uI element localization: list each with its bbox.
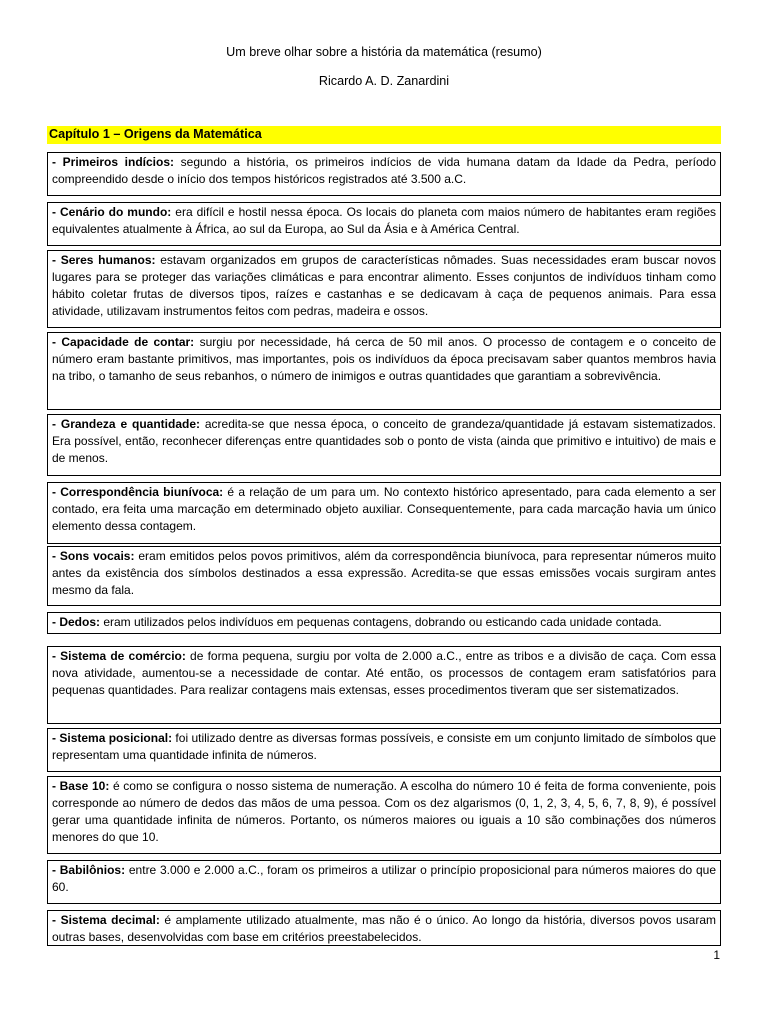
entry-term: - Capacidade de contar: [52,335,195,349]
entry-grandeza-e-quantidade [47,414,721,476]
entry-sons-vocais [47,546,721,606]
entry-text: estavam organizados em grupos de características nômades. Suas necessidades eram buscar novos lugares para se proteger das variações climáticas e para encontrar alimento. Esses conjuntos de indivíduos tinham como hábito coletar frutas de diversos tipos, raízes e castanhas e se dedicavam à caça de pequenos animais. Para essa atividade, utilizavam instrumentos feitos com pedras, madeira e ossos. [52,253,716,318]
entry-text: foi utilizado dentre as diversas formas possíveis, e consiste em um conjunto limitado de símbolos que representam uma quantidade infinita de números. [52,731,716,762]
entry-text: segundo a história, os primeiros indícios de vida humana datam da Idade da Pedra, período compreendido desde o início dos tempos históricos registrados até 3.500 a.C. [52,155,717,186]
entry-term: - Sistema decimal: [52,913,160,927]
entry-text: entre 3.000 e 2.000 a.C., foram os primeiros a utilizar o princípio proposicional para números maiores do que 60. [52,863,716,894]
entry-base-10 [47,776,721,854]
chapter-heading: Capítulo 1 – Origens da Matemática [47,126,721,144]
entry-text: eram emitidos pelos povos primitivos, além da correspondência biunívoca, para representar números muito antes da existência dos símbolos destinados a essa expressão. Acredita-se que essas emissões vocais surgiram antes mesmo da fala. [52,549,717,597]
entry-text: é como se configura o nosso sistema de numeração. A escolha do número 10 é feita de forma conveniente, pois corresponde ao número de dedos das mãos de uma pessoa. Com os dez algarismos (0, 1, 2, 3, 4, 5, 6, 7, 8, 9), é possível gerar uma quantidade infinita de números. Portanto, os números maiores ou iguais a 10 são combinações dos números menores do que 10. [52,779,716,844]
entry-capacidade-de-contar [47,332,721,410]
entry-dedos [47,612,721,634]
entry-term: - Sistema posicional: [52,731,173,745]
entry-text: é a relação de um para um. No contexto histórico apresentado, para cada elemento a ser contado, era feita uma marcação em determinado objeto auxiliar. Consequentemente, para cada marcação havia um único elemento dessa contagem. [52,485,717,533]
entry-primeiros-indicios [47,152,721,196]
entry-term: - Primeiros indícios: [52,155,174,169]
entry-term: - Dedos: [52,615,100,629]
page-number: 1 [713,948,720,962]
entry-babilonios [47,860,721,904]
entry-correspondencia-biunivoca [47,482,721,544]
entry-text: acredita-se que nessa época, o conceito de grandeza/quantidade já estavam sistematizados. Era possível, então, reconhecer diferenças entre quantidades sob o ponto de vista (ainda que primitivo e intuitivo) de mais e de menos. [52,417,716,465]
entry-text: surgiu por necessidade, há cerca de 50 mil anos. O processo de contagem e o conceito de número eram bastante primitivos, mas importantes, pois os indivíduos da época precisavam saber quantos membros havia na tribo, o tamanho de seus rebanhos, o número de inimigos e outras quantidades que garantiam a sobrevivência. [52,335,716,383]
entry-sistema-de-comercio [47,646,721,724]
entry-term: - Seres humanos: [52,253,156,267]
document-title: Um breve olhar sobre a história da matemática (resumo) [226,45,542,59]
entry-cenario-do-mundo [47,202,721,246]
entry-text: eram utilizados pelos indivíduos em pequenas contagens, dobrando ou esticando cada unidade contada. [100,615,662,629]
entry-text: era difícil e hostil nessa época. Os locais do planeta com maios número de habitantes eram regiões equivalentes atualmente à África, ao sul da Europa, ao Sul da Ásia e à América Central. [52,205,716,236]
entry-term: - Base 10: [52,779,110,793]
entry-term: - Cenário do mundo: [52,205,172,219]
entry-term: - Sons vocais: [52,549,135,563]
entry-term: - Babilônios: [52,863,126,877]
entry-text: é amplamente utilizado atualmente, mas não é o único. Ao longo da história, diversos povos usaram outras bases, desenvolvidas com base em critérios preestabelecidos. [52,913,717,944]
entry-seres-humanos [47,250,721,328]
entry-term: - Correspondência biunívoca: [52,485,224,499]
entry-sistema-posicional [47,728,721,772]
entry-term: - Sistema de comércio: [52,649,186,663]
entry-term: - Grandeza e quantidade: [52,417,200,431]
entry-sistema-decimal [47,910,721,946]
entry-text: de forma pequena, surgiu por volta de 2.000 a.C., entre as tribos e a divisão de caça. Com essa nova atividade, aumentou-se a necessidade de contar. Até então, os processos de contagem eram satisfatórios para pequenas quantidades. Para realizar contagens mais extensas, esses procedimentos tiveram que ser sistematizados. [52,649,717,697]
document-author: Ricardo A. D. Zanardini [318,74,450,88]
